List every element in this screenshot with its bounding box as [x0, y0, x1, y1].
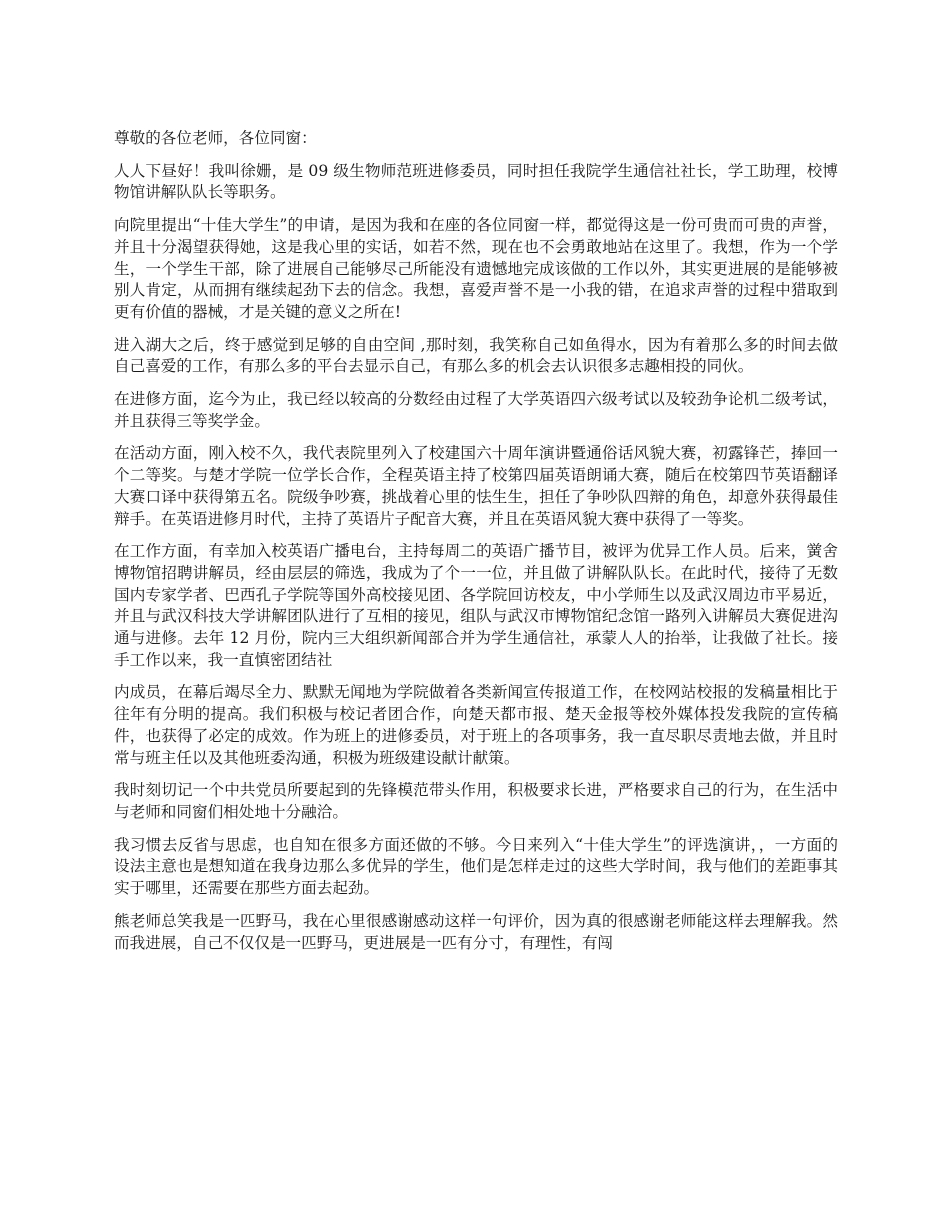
paragraph-reflection: 我习惯去反省与思虑，也自知在很多方面还做的不够。今日来列入“十佳大学生”的评选演讲，，一方面的设法主意也是想知道在我身边那么多优异的学生，他们是怎样走过的这些大学时间，我与他们的差距事其实于哪里，还需要在那些方面去起劲。	[114, 835, 838, 898]
document-body	[114, 128, 838, 965]
paragraph-introduction: 人人下昼好！我叫徐姗，是 09 级生物师范班进修委员，同时担任我院学生通信社社长，学工助理，校博物馆讲解队队长等职务。	[114, 161, 838, 202]
paragraph-activities: 在活动方面，刚入校不久，我代表院里列入了校建国六十周年演讲暨通俗话风貌大赛，初露锋芒，捧回一个二等奖。与楚才学院一位学长合作，全程英语主持了校第四届英语朗诵大赛，随后在校第四节英语翻译大赛口译中获得第五名。院级争吵赛，挑战着心里的怯生生，担任了争吵队四辩的角色，却意外获得最佳辩手。在英语进修月时代，主持了英语片子配音大赛，并且在英语风貌大赛中获得了一等奖。	[114, 444, 838, 528]
salutation: 尊敬的各位老师，各位同窗：	[114, 129, 317, 147]
paragraph-party-member: 我时刻切记一个中共党员所要起到的先锋模范带头作用，积极要求长进，严格要求自己的行为，在生活中与老师和同窗们相处地十分融洽。	[114, 781, 838, 821]
paragraph-work: 在工作方面，有幸加入校英语广播电台，主持每周二的英语广播节目，被评为优异工作人员。后来，黉舍博物馆招聘讲解员，经由层层的筛选，我成为了个一一位，并且做了讲解队队长。在此时代，接待了无数国内专家学者、巴西孔子学院等国外高校接见团、各学院回访校友，中小学师生以及武汉周边市平易近，并且与武汉科技大学讲解团队进行了互相的接见，组队与武汉市博物馆纪念馆一路列入讲解员大赛促进沟通与进修。去年 12 月份，院内三大组织新闻部合并为学生通信社，承蒙人人的抬举，让我做了社长。接手工作以来，我一直慎密团结社	[114, 542, 838, 669]
paragraph-application-reason: 向院里提出“十佳大学生”的申请，是因为我和在座的各位同窗一样，都觉得这是一份可贵而可贵的声誉，并且十分渴望获得她，这是我心里的实话，如若不然，现在也不会勇敢地站在这里了。我想，作为一个学生，一个学生干部，除了进展自己能够尽己所能没有遗憾地完成该做的工作以外，其实更进展的是能够被别人肯定，从而拥有继续起劲下去的信念。我想，喜爱声誉不是一小我的错，在追求声誉的过程中猎取到更有价值的器械，才是关键的意义之所在!	[114, 216, 838, 321]
paragraph-work-continued: 内成员，在幕后竭尽全力、默默无闻地为学院做着各类新闻宣传报道工作，在校网站校报的发稿量相比于往年有分明的提高。我们积极与校记者团合作，向楚天都市报、楚天金报等校外媒体投发我院的宣传稿件，也获得了必定的成效。作为班上的进修委员，对于班上的各项事务，我一直尽职尽责地去做，并且时常与班主任以及其他班委沟通，积极为班级建设献计献策。	[114, 683, 838, 767]
paragraph-study: 在进修方面，迄今为止，我已经以较高的分数经由过程了大学英语四六级考试以及较劲争论机二级考试，并且获得三等奖学金。	[114, 390, 838, 430]
paragraph-university-life: 进入湖大之后，终于感觉到足够的自由空间 ,那时刻，我笑称自己如鱼得水，因为有着那么多的时间去做自己喜爱的工作，有那么多的平台去显示自己，有那么多的机会去认识很多志趣相投的同伙。	[114, 335, 838, 376]
paragraph-teacher-comment: 熊老师总笑我是一匹野马，我在心里很感谢感动这样一句评价，因为真的很感谢老师能这样去理解我。然而我进展，自己不仅仅是一匹野马，更进展是一匹有分寸，有理性，有闯	[114, 911, 838, 952]
